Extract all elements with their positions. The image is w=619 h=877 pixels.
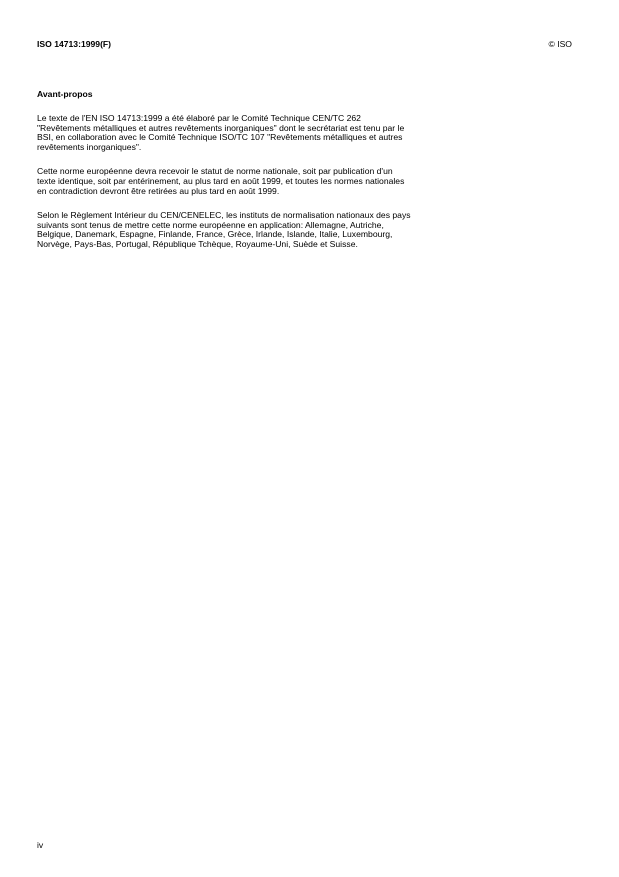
- text-line: BSI, en collaboration avec le Comité Technique ISO/TC 107 "Revêtements métalliques et autres: [37, 132, 403, 143]
- document-identifier: ISO 14713:1999(F): [37, 39, 112, 49]
- text-line: suivants sont tenus de mettre cette norme européenne en application: Allemagne, Autriche,: [37, 219, 384, 230]
- foreword-paragraph-2: [37, 167, 557, 196]
- text-line: revêtements inorganiques".: [37, 141, 142, 152]
- text-line: Le texte de l'EN ISO 14713:1999 a été élaboré par le Comité Technique CEN/TC 262: [37, 113, 361, 123]
- text-line: Selon le Règlement Intérieur du CEN/CENELEC, les instituts de normalisation nationaux des pays: [37, 210, 411, 221]
- text-line: Norvège, Pays-Bas, Portugal, République Tchèque, Royaume-Uni, Suède et Suisse.: [37, 238, 358, 249]
- foreword-section: [37, 89, 557, 265]
- text-line: "Revêtements métalliques et autres revêtements inorganiques" dont le secrétariat est tenu par le: [37, 122, 405, 133]
- page-number: iv: [37, 840, 44, 850]
- text-line: en contradiction devront être retirées au plus tard en août 1999.: [37, 185, 280, 196]
- foreword-paragraph-1: [37, 114, 557, 152]
- foreword-paragraph-3: [37, 211, 557, 249]
- copyright-notice: © ISO: [548, 39, 572, 49]
- text-line: texte identique, soit par entérinement, au plus tard en août 1999, et toutes les normes nationales: [37, 175, 405, 186]
- text-line: Belgique, Danemark, Espagne, Finlande, France, Grèce, Irlande, Islande, Italie, Luxembourg,: [37, 229, 393, 240]
- text-line: Cette norme européenne devra recevoir le statut de norme nationale, soit par publication d'un: [37, 166, 393, 177]
- foreword-heading: Avant-propos: [37, 89, 93, 99]
